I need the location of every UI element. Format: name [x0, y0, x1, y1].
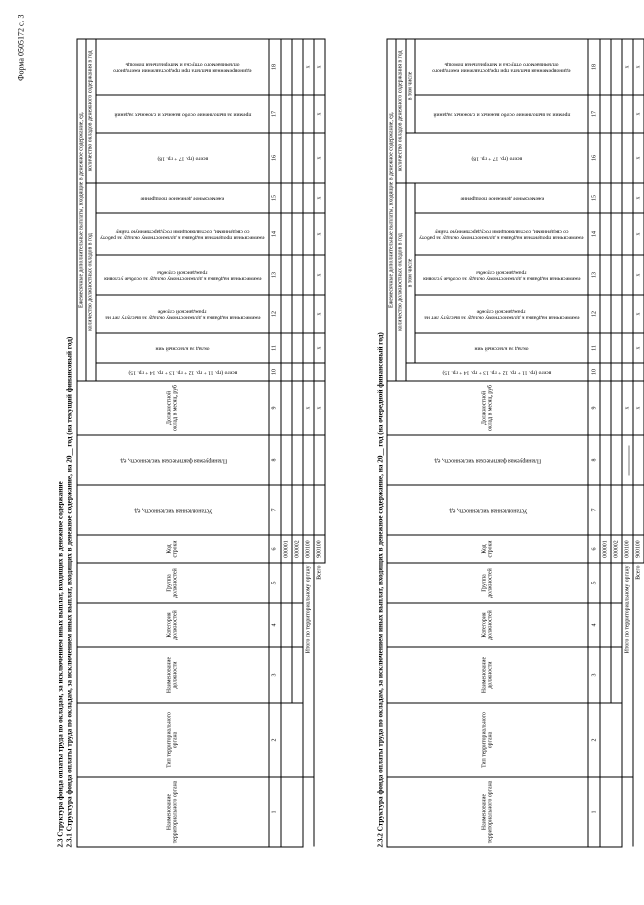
cell: [280, 777, 302, 847]
header-important-tasks-bonus: премии за выполнение особо важных и сложных заданий: [113, 110, 251, 117]
col-number: 17: [268, 95, 280, 133]
cell: [611, 563, 622, 603]
header-pay-count-group: количество окладов денежного содержания в год: [86, 38, 95, 182]
cell: [611, 603, 622, 647]
x-cell: x: [633, 183, 644, 213]
header-salary-count-group: количество должностных окладов в год: [86, 183, 95, 381]
header-class-rank-salary: оклад за классный чин: [154, 344, 209, 351]
cell: [600, 563, 611, 603]
col-number: 16: [268, 133, 280, 183]
form-number: Форма 0505172 с. 3: [16, 14, 25, 81]
cell: [280, 647, 291, 703]
x-cell: x: [313, 38, 324, 94]
cell: [280, 703, 302, 777]
cell: [600, 647, 611, 703]
x-cell: x: [313, 183, 324, 213]
table-row-grand-total: [313, 38, 324, 846]
column-number-row: [588, 38, 600, 846]
x-cell: x: [302, 38, 313, 94]
header-including: в том числе: [405, 38, 414, 132]
header-vacation-payment: единовременная выплата при предоставлении ежегодного оплачиваемого отпуска и материальная помощь: [432, 60, 571, 73]
header-monthly-incentive: ежемесячное денежное поощрение: [459, 194, 544, 201]
col-number: 14: [588, 213, 600, 255]
x-cell: x: [622, 381, 633, 435]
header-monthly-salary: Должностной оклад в месяц, руб: [387, 381, 588, 435]
col-number: 2: [268, 703, 280, 777]
x-cell: x: [313, 133, 324, 183]
header-state-secret-bonus: ежемесячная процентная надбавка к должностному окладу за работу со сведениями, составляющими государственную тайну: [419, 227, 584, 240]
header-monthly-salary: Должностной оклад в месяц, руб: [77, 381, 269, 435]
col-number: 10: [268, 363, 280, 381]
header-position-category: Категория должностей: [77, 603, 269, 647]
grand-total-label: Всего: [313, 563, 324, 847]
header-seniority-bonus: ежемесячная надбавка к должностному окладу за выслугу лет на гражданской службе: [423, 307, 580, 320]
header-territorial-body-name: Наименование территориального органа: [77, 777, 269, 847]
col-number: 4: [588, 603, 600, 647]
col-number: 3: [268, 647, 280, 703]
territorial-total-label: Итого по территориальному органу: [302, 563, 313, 777]
cell: [291, 563, 302, 603]
x-cell: x: [633, 213, 644, 255]
header-planned-headcount: Планируемая фактическая численность, ед.: [118, 456, 227, 463]
header-territorial-body-name: Наименование территориального органа: [387, 777, 588, 847]
col-number: 2: [588, 703, 600, 777]
col-number: 3: [588, 647, 600, 703]
col-number: 9: [268, 381, 280, 435]
col-number: 9: [588, 381, 600, 435]
header-row-code: Код строки: [387, 535, 588, 563]
header-special-conditions-bonus: ежемесячная надбавка к должностному окладу за особые условия гражданской службы: [103, 268, 261, 281]
header-total-17-18: всего (гр. 17 + гр. 18): [471, 154, 523, 161]
subsection-heading-next-year: 2.3.2 Структура фонда оплаты труда по окладам, за исключением иных выплат, входящих в денежное содержание, на 20__ год (на очередной финансовый год): [376, 331, 384, 847]
header-extra-payments-group: Ежемесячные дополнительные выплаты, входящие в денежное содержание, ед.: [387, 38, 396, 380]
row-code: 000002: [611, 535, 622, 563]
header-salary-count-group: количество должностных окладов в год: [396, 183, 405, 381]
header-territorial-body-type: Тип территориального органа: [387, 703, 588, 777]
header-planned-headcount: Планируемая фактическая численность, ед.: [433, 456, 542, 463]
x-cell: x: [633, 95, 644, 133]
header-position-name: Наименование должности: [77, 647, 269, 703]
col-number: 8: [268, 435, 280, 485]
x-cell: x: [313, 213, 324, 255]
table-row-grand-total: [633, 38, 644, 846]
col-number: 1: [268, 777, 280, 847]
footer-divider: [628, 445, 629, 475]
cell: [291, 647, 302, 703]
col-number: 8: [588, 435, 600, 485]
grand-total-label: Всего: [633, 563, 644, 847]
header-important-tasks-bonus: премии за выполнение особо важных и сложных заданий: [433, 110, 570, 117]
territorial-total-label: Итого по территориальному органу: [622, 563, 633, 777]
header-seniority-bonus: ежемесячная надбавка к должностному окладу за выслугу лет на гражданской службе: [104, 307, 260, 320]
col-number: 16: [588, 133, 600, 183]
header-including: в том числе: [405, 183, 414, 363]
section-heading: 2.3 Структура фонда оплаты труда по окладам, за исключением иных выплат, входящих в денежное содержание: [56, 480, 64, 847]
col-number: 15: [268, 183, 280, 213]
col-number: 18: [588, 38, 600, 94]
x-cell: x: [302, 381, 313, 435]
col-number: 10: [588, 363, 600, 381]
x-cell: x: [633, 333, 644, 363]
x-cell: x: [313, 333, 324, 363]
row-code: 000001: [280, 535, 291, 563]
cell: [600, 603, 611, 647]
header-total-17-18: всего (гр. 17 + гр. 18): [156, 154, 208, 161]
salary-fund-table-current-year: [76, 38, 325, 847]
col-number: 7: [588, 485, 600, 535]
col-number: 7: [268, 485, 280, 535]
table-row: [280, 38, 291, 846]
header-row-code: Код строки: [77, 535, 269, 563]
cell: [280, 603, 291, 647]
row-code: 000001: [600, 535, 611, 563]
col-number: 6: [588, 535, 600, 563]
row-code: 900100: [633, 535, 644, 563]
header-monthly-incentive: ежемесячное денежное поощрение: [140, 194, 224, 201]
col-number: 13: [268, 255, 280, 295]
col-number: 6: [268, 535, 280, 563]
header-pay-count-group: количество окладов денежного содержания в год: [396, 38, 405, 182]
header-special-conditions-bonus: ежемесячная надбавка к должностному окладу за особые условия гражданской службы: [422, 268, 581, 281]
col-number: 12: [268, 295, 280, 333]
col-number: 5: [588, 563, 600, 603]
col-number: 11: [268, 333, 280, 363]
cell: [291, 603, 302, 647]
x-cell: x: [313, 255, 324, 295]
header-state-secret-bonus: ежемесячная процентная надбавка к должностному окладу за работу со сведениями, составляющими государственную тайну: [99, 227, 265, 240]
col-number: 13: [588, 255, 600, 295]
header-position-group: Группа должностей: [387, 563, 588, 603]
row-code: 000002: [291, 535, 302, 563]
x-cell: x: [633, 295, 644, 333]
header-established-headcount: Установленная численность, ед.: [132, 506, 212, 513]
x-cell: x: [313, 295, 324, 333]
x-cell: x: [313, 381, 324, 435]
col-number: 15: [588, 183, 600, 213]
col-number: 12: [588, 295, 600, 333]
header-position-group: Группа должностей: [77, 563, 269, 603]
header-position-category: Категория должностей: [387, 603, 588, 647]
cell: [611, 647, 622, 703]
col-number: 5: [268, 563, 280, 603]
salary-fund-table-next-year: [386, 38, 644, 847]
col-number: 4: [268, 603, 280, 647]
x-cell: x: [633, 38, 644, 94]
header-vacation-payment: единовременная выплата при предоставлении ежегодного оплачиваемого отпуска и материальная помощь: [112, 60, 252, 73]
row-code: 000100: [302, 535, 313, 563]
header-established-headcount: Установленная численность, ед.: [447, 506, 527, 513]
subsection-heading-current-year: 2.3.1 Структура фонда оплаты труда по окладам, за исключением иных выплат, входящих в денежное содержание, на 20__ год (на текущий финансовый год): [65, 336, 73, 847]
cell: [600, 777, 622, 847]
header-extra-payments-group: Ежемесячные дополнительные выплаты, входящие в денежное содержание, ед.: [77, 38, 86, 380]
header-total-11-15: всего (гр. 11 + гр. 12 + гр. 13 + гр. 14 + гр. 15): [127, 368, 237, 375]
x-cell: x: [633, 255, 644, 295]
header-class-rank-salary: оклад за классный чин: [474, 344, 529, 351]
row-code: 900100: [313, 535, 324, 563]
header-total-11-15: всего (гр. 11 + гр. 12 + гр. 13 + гр. 14 + гр. 15): [442, 368, 552, 375]
row-code: 000100: [622, 535, 633, 563]
col-number: 1: [588, 777, 600, 847]
cell: [280, 563, 291, 603]
col-number: 11: [588, 333, 600, 363]
table-row: [600, 38, 611, 846]
table-row-territorial-total: [622, 38, 633, 846]
cell: [600, 703, 622, 777]
column-number-row: [268, 38, 280, 846]
x-cell: x: [622, 38, 633, 94]
col-number: 14: [268, 213, 280, 255]
x-cell: x: [633, 381, 644, 435]
header-position-name: Наименование должности: [387, 647, 588, 703]
col-number: 17: [588, 95, 600, 133]
x-cell: x: [313, 95, 324, 133]
x-cell: x: [633, 133, 644, 183]
header-territorial-body-type: Тип территориального органа: [77, 703, 269, 777]
table-row-territorial-total: [302, 38, 313, 846]
col-number: 18: [268, 38, 280, 94]
